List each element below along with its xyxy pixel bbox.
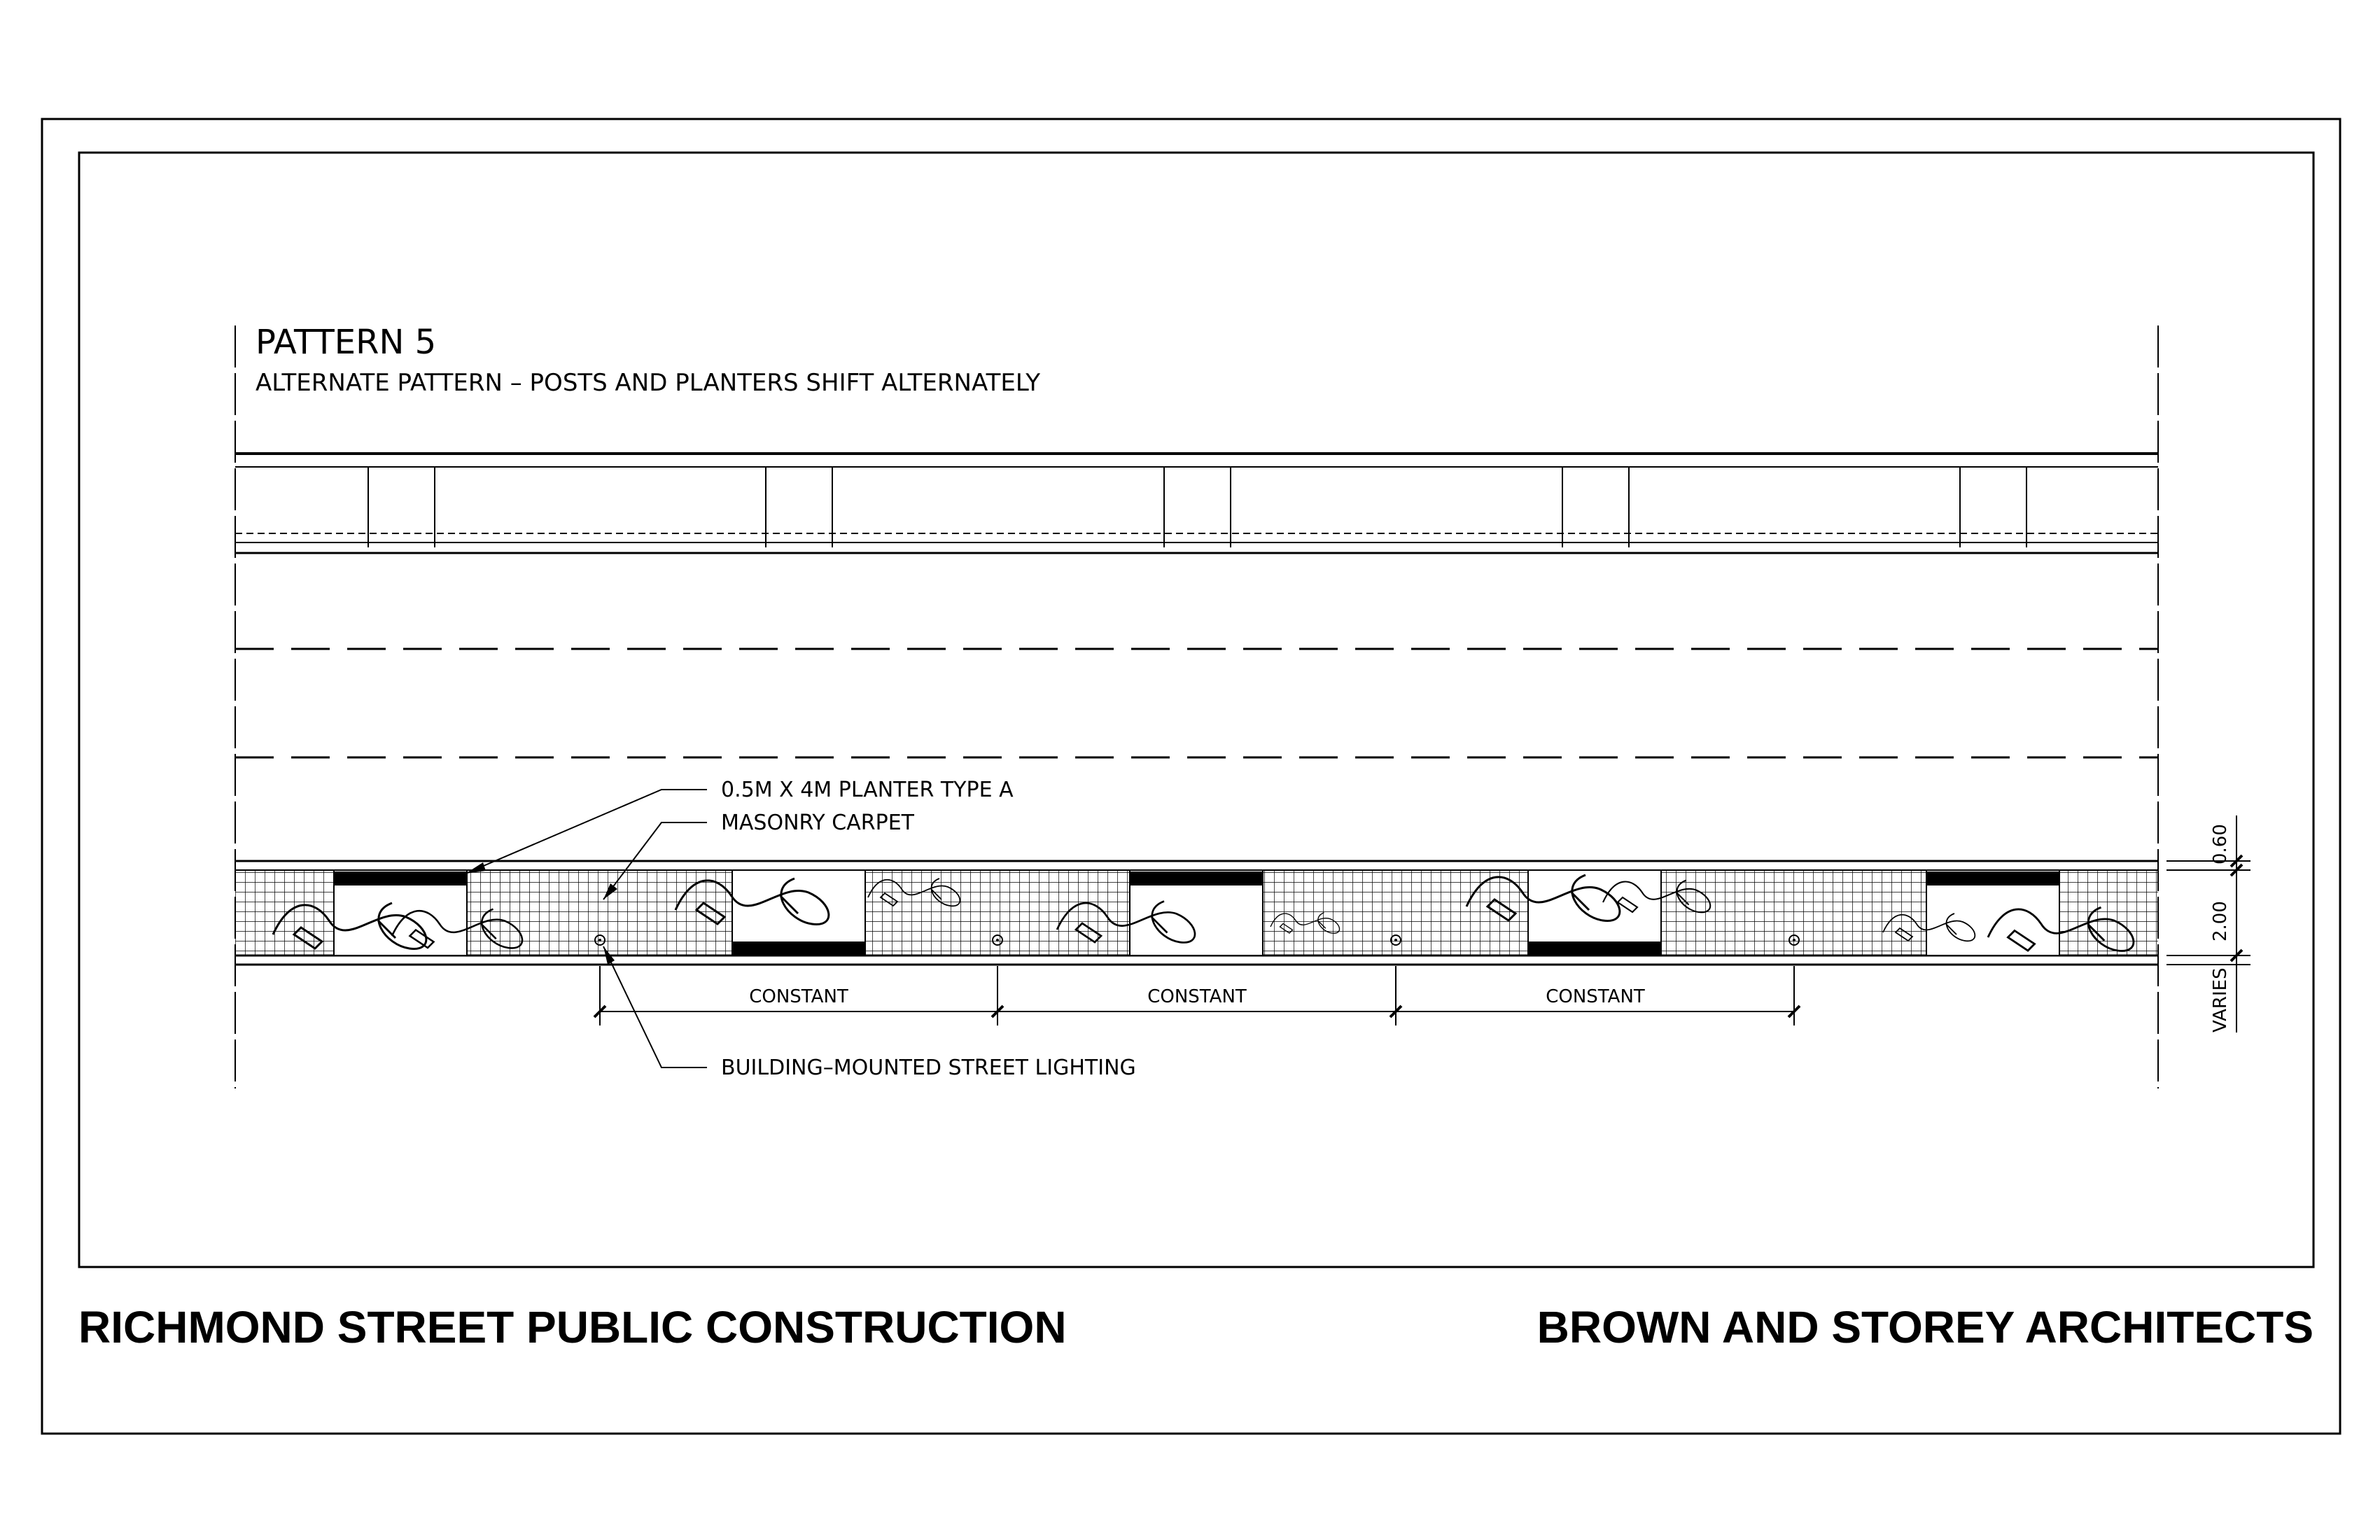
project-title: RICHMOND STREET PUBLIC CONSTRUCTION (78, 1302, 1067, 1352)
planter-upper-3 (1926, 870, 2059, 955)
firm-name: BROWN AND STOREY ARCHITECTS (1536, 1302, 2314, 1352)
side-dimension-chain (2166, 816, 2250, 1032)
dimension-constant-1: CONSTANT (749, 986, 848, 1007)
drawing-title: PATTERN 5 (255, 323, 437, 362)
callout-masonry-carpet: MASONRY CARPET (721, 811, 914, 835)
dimension-constant-2: CONSTANT (1147, 986, 1247, 1007)
outer-border (42, 119, 2340, 1434)
drawing-subtitle: ALTERNATE PATTERN – POSTS AND PLANTERS SHIFT ALTERNATELY (255, 369, 1041, 397)
planter-upper-1 (334, 870, 467, 955)
inner-border (79, 153, 2314, 1267)
dimension-0-60: 0.60 (2210, 824, 2231, 864)
callout-street-lighting: BUILDING–MOUNTED STREET LIGHTING (721, 1056, 1136, 1080)
dimension-varies: VARIES (2210, 967, 2231, 1032)
planter-upper-2 (1130, 870, 1263, 955)
planter-lower-2 (1528, 870, 1661, 955)
planter-lower-1 (732, 870, 865, 955)
callout-planter: 0.5M X 4M PLANTER TYPE A (721, 778, 1014, 802)
dimension-constant-3: CONSTANT (1546, 986, 1645, 1007)
dimension-2-00: 2.00 (2210, 901, 2231, 941)
opposite-sidewalk (235, 454, 2158, 553)
